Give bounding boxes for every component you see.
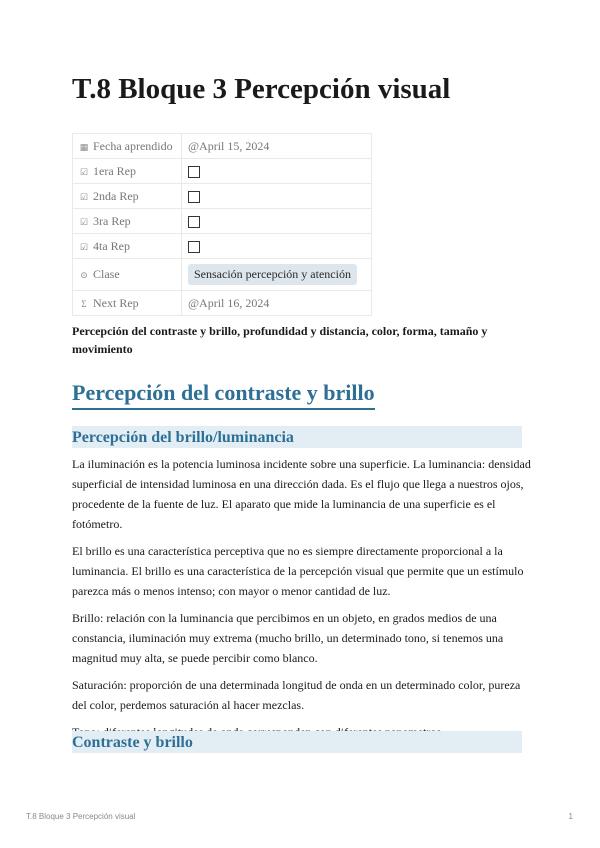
paragraph: Brillo: relación con la luminancia que percibimos en un objeto, en grados medios de una constancia, iluminación muy extrema (mucho brillo, un determinado tono, si tenemos una magnitud muy alta, se puede percibir como blanco. xyxy=(72,611,504,665)
section-body xyxy=(72,454,532,749)
page-title: T.8 Bloque 3 Percepción visual xyxy=(72,73,451,105)
paragraph: Saturación: proporción de una determinada longitud de onda en un determinado color, pureza del color, perdemos saturación al hacer mezclas. xyxy=(72,678,521,712)
checkbox-property-icon: ☑ xyxy=(79,191,89,202)
property-value-next-rep: @April 16, 2024 xyxy=(182,291,372,316)
checkbox-property-icon: ☑ xyxy=(79,166,89,177)
footer-page-number: 1 xyxy=(568,812,573,821)
rep-1-checkbox[interactable] xyxy=(188,166,200,178)
checkbox-property-icon: ☑ xyxy=(79,241,89,252)
property-value-fecha[interactable]: @April 15, 2024 xyxy=(182,134,372,159)
checkbox-property-icon: ☑ xyxy=(79,216,89,227)
property-row-next-rep[interactable] xyxy=(73,291,372,316)
property-row-fecha[interactable] xyxy=(73,134,372,159)
property-row-rep-1[interactable] xyxy=(73,159,372,184)
sigma-icon: Σ xyxy=(81,298,87,309)
rep-2-checkbox[interactable] xyxy=(188,191,200,203)
property-label: 3ra Rep xyxy=(93,213,131,228)
property-label: Next Rep xyxy=(93,295,139,310)
property-label: 2nda Rep xyxy=(93,188,139,203)
paragraph: La iluminación es la potencia luminosa incidente sobre una superficie. La luminancia: densidad superficial de intensidad luminosa en una dirección dada. Es el flujo que llega a nuestros ojos, procedente de la fuente de luz. El aparato que mide la luminancia de una superficie es el fotómetro. xyxy=(72,457,531,531)
property-row-rep-4[interactable] xyxy=(73,234,372,259)
property-label: Clase xyxy=(93,267,120,281)
subheading-contraste-brillo: Contraste y brillo xyxy=(72,731,522,753)
section-heading-contraste-brillo: Percepción del contraste y brillo xyxy=(72,380,375,410)
property-row-rep-2[interactable] xyxy=(73,184,372,209)
property-row-rep-3[interactable] xyxy=(73,209,372,234)
select-icon: ⊙ xyxy=(80,270,88,280)
calendar-icon: ▦ xyxy=(79,141,89,152)
footer-doc-title: T.8 Bloque 3 Percepción visual xyxy=(26,812,136,821)
property-row-clase[interactable] xyxy=(73,259,372,291)
property-label: 1era Rep xyxy=(93,163,136,178)
subheading-brillo-luminancia: Percepción del brillo/luminancia xyxy=(72,426,522,448)
clase-tag[interactable]: Sensación percepción y atención xyxy=(188,264,357,285)
properties-table xyxy=(72,133,372,316)
paragraph: El brillo es una característica perceptiva que no es siempre directamente proporcional a la luminancia. El brillo es una característica de la percepción visual que permite que un estímulo parezca más o menos intenso; con mayor o menor cantidad de luz. xyxy=(72,544,524,598)
rep-3-checkbox[interactable] xyxy=(188,216,200,228)
property-label: Fecha aprendido xyxy=(93,138,173,153)
rep-4-checkbox[interactable] xyxy=(188,241,200,253)
property-label: 4ta Rep xyxy=(93,238,130,253)
summary-text: Percepción del contraste y brillo, profundidad y distancia, color, forma, tamaño y movimiento xyxy=(72,324,488,356)
